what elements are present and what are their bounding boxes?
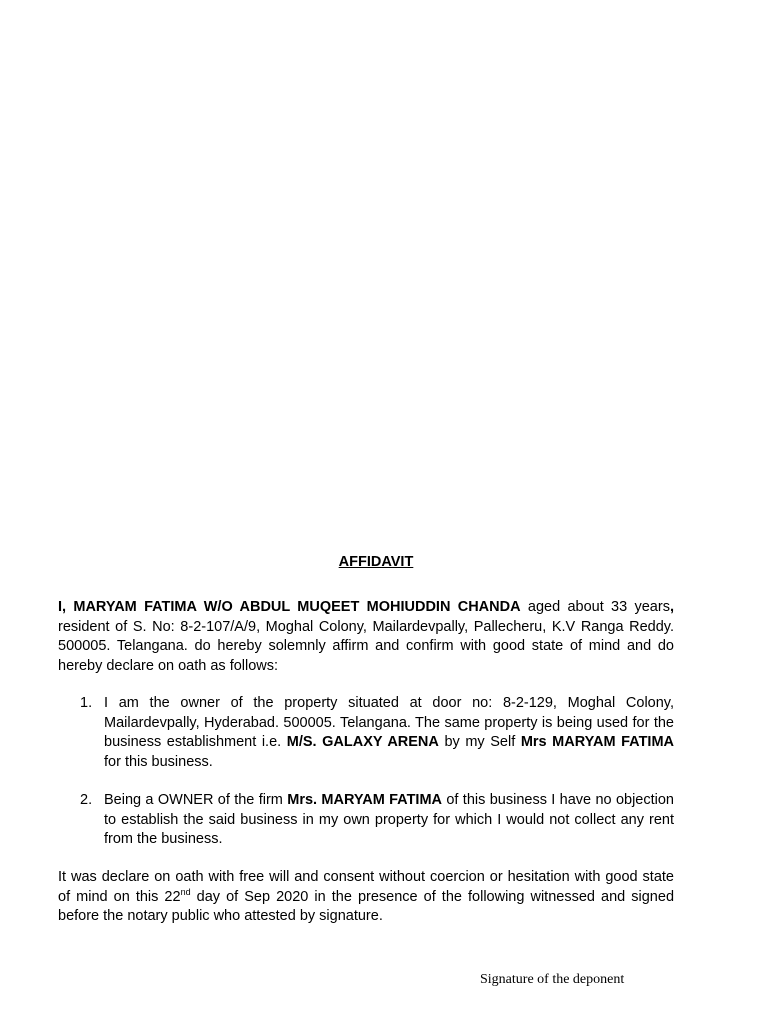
list-item bbox=[58, 791, 674, 850]
list-item-text-part: by my Self bbox=[438, 734, 521, 751]
deponent-name: MARYAM FATIMA W/O ABDUL MUQEET MOHIUDDIN CHANDA bbox=[73, 599, 521, 615]
list-item-number: 1. bbox=[80, 695, 93, 711]
closing-text-part: It was declare on oath with free will and consent without coercion or hesitation with good state of mind on this 22 bbox=[58, 869, 674, 905]
signature-label: Signature of the deponent bbox=[480, 972, 625, 987]
closing-text-part: day of Sep 2020 in the presence of the following witnessed and signed before the notary public who attested by signature. bbox=[58, 888, 675, 925]
list-item-text bbox=[104, 791, 674, 850]
list-item-number: 2. bbox=[80, 792, 93, 808]
intro-paragraph bbox=[58, 598, 674, 676]
intro-lead: I, bbox=[58, 599, 74, 615]
document-title: AFFIDAVIT bbox=[338, 554, 414, 570]
business-name: M/S. GALAXY ARENA bbox=[286, 734, 439, 751]
list-item-text-part: for this business. bbox=[104, 753, 213, 770]
closing-paragraph bbox=[58, 868, 674, 927]
intro-residence: resident of S. No: 8-2-107/A/9, Moghal Colony, Mailardevpally, Pallecheru, K.V Ranga Reddy. 500005. Telangana. do hereby solemnly affirm and confirm with good state of mind and do hereby declare on oath as follows: bbox=[58, 618, 674, 674]
owner-name: Mrs MARYAM FATIMA bbox=[520, 734, 675, 751]
list-item-text-part: I am the owner of the property situated at door no: 8-2-129, Moghal Colony, Mailardevpally, Hyderabad. 500005. Telangana. The same property is being used for the business establishment i.e. bbox=[104, 695, 674, 751]
date-ordinal-suffix: nd bbox=[180, 886, 191, 897]
list-item-text bbox=[104, 694, 674, 772]
list-item-text-part: Being a OWNER of the firm bbox=[104, 792, 288, 808]
owner-name: Mrs. MARYAM FATIMA bbox=[287, 792, 443, 808]
intro-comma: , bbox=[669, 599, 674, 615]
intro-age: aged about 33 years bbox=[520, 599, 670, 615]
list-item bbox=[58, 694, 674, 772]
list-item-text-part: of this business I have no objection to establish the said business in my own property for which I would not collect any rent from the business. bbox=[104, 792, 674, 848]
